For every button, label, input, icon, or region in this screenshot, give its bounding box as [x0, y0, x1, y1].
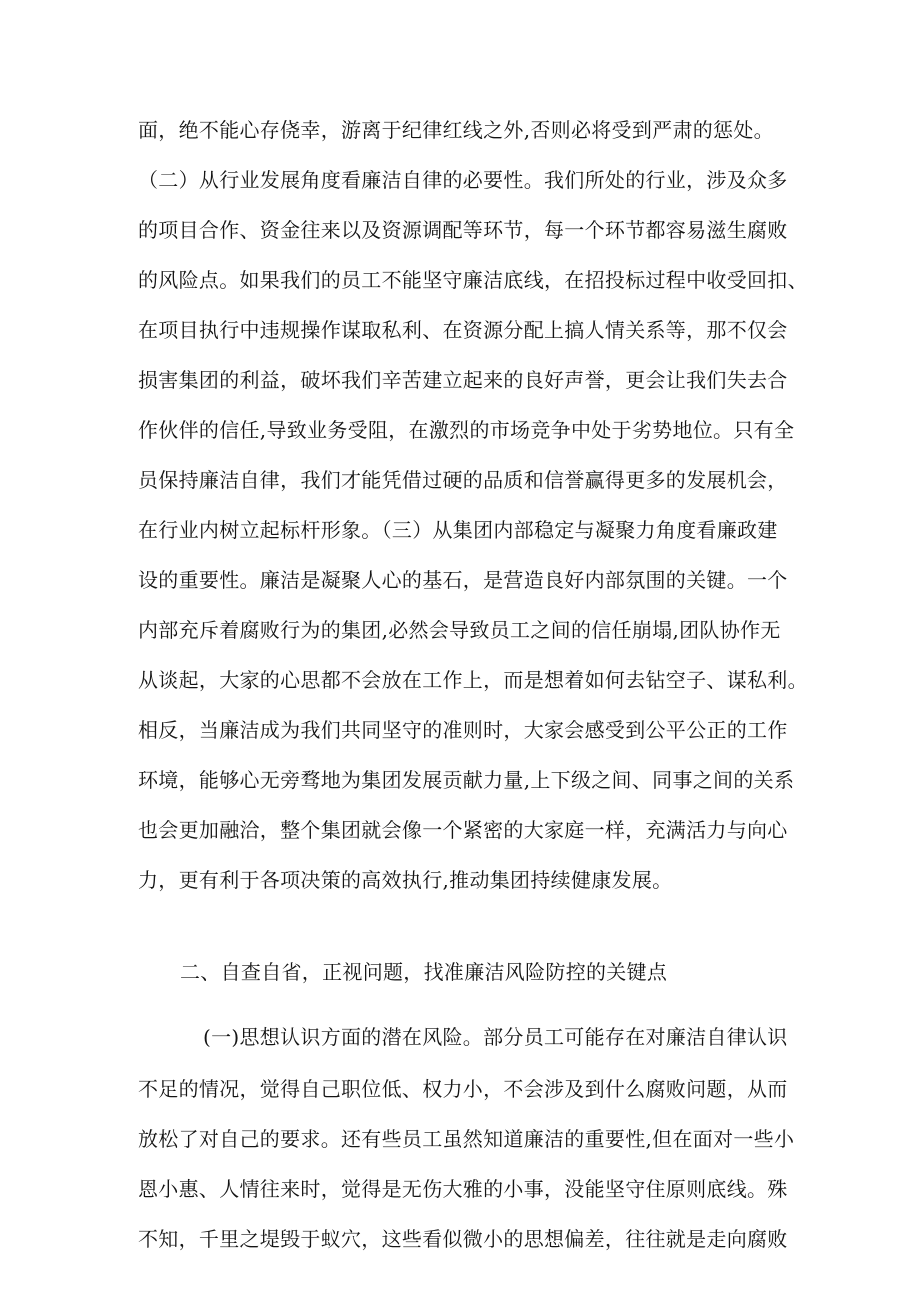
paragraph-line: 从谈起，大家的心思都不会放在工作上，而是想着如何去钻空子、谋私利。: [138, 668, 808, 692]
paragraph-line: 不知，千里之堤毁于蚁穴，这些看似微小的思想偏差，往往就是走向腐败: [138, 1227, 788, 1251]
paragraph-line: 设的重要性。廉洁是凝聚人心的基石，是营造良好内部氛围的关键。一个: [138, 568, 788, 592]
paragraph-line: 恩小惠、人情往来时，觉得是无伤大雅的小事，没能坚守住原则底线。殊: [138, 1177, 788, 1201]
paragraph-line: 相反，当廉洁成为我们共同坚守的准则时，大家会感受到公平公正的工作: [138, 718, 788, 742]
paragraph-line: 员保持廉洁自律，我们才能凭借过硬的品质和信誉赢得更多的发展机会，: [138, 468, 788, 492]
paragraph-line: 内部充斥着腐败行为的集团,必然会导致员工之间的信任崩塌,团队协作无: [138, 618, 781, 642]
paragraph-line: 也会更加融洽，整个集团就会像一个紧密的大家庭一样，充满活力与向心: [138, 818, 788, 842]
paragraph-line: 损害集团的利益，破坏我们辛苦建立起来的良好声誉，更会让我们失去合: [138, 368, 788, 392]
paragraph-line: 面，绝不能心存侥幸，游离于纪律红线之外,否则必将受到严肃的惩处。: [138, 118, 774, 142]
paragraph-line: 环境，能够心无旁骛地为集团发展贡献力量,上下级之间、同事之间的关系: [138, 768, 795, 792]
paragraph-line: 不足的情况，觉得自己职位低、权力小，不会涉及到什么腐败问题，从而: [138, 1077, 788, 1101]
paragraph-line: （二）从行业发展角度看廉洁自律的必要性。我们所处的行业，涉及众多: [138, 168, 788, 192]
paragraph-line: 在项目执行中违规操作谋取私利、在资源分配上搞人情关系等，那不仅会: [138, 318, 788, 342]
paragraph-line: (一)思想认识方面的潜在风险。部分员工可能存在对廉洁自律认识: [203, 1025, 788, 1049]
section-heading: 二、自查自省，正视问题，找准廉洁风险防控的关键点: [180, 960, 668, 984]
paragraph-line: 作伙伴的信任,导致业务受阻，在激烈的市场竞争中处于劣势地位。只有全: [138, 418, 795, 442]
paragraph-line: 的风险点。如果我们的员工不能坚守廉洁底线，在招投标过程中收受回扣、: [138, 268, 808, 292]
paragraph-line: 在行业内树立起标杆形象。（三）从集团内部稳定与凝聚力角度看廉政建: [138, 518, 778, 542]
paragraph-line: 力，更有利于各项决策的高效执行,推动集团持续健康发展。: [138, 868, 673, 892]
paragraph-line: 的项目合作、资金往来以及资源调配等环节，每一个环节都容易滋生腐败: [138, 218, 788, 242]
paragraph-line: 放松了对自己的要求。还有些员工虽然知道廉洁的重要性,但在面对一些小: [138, 1127, 795, 1151]
